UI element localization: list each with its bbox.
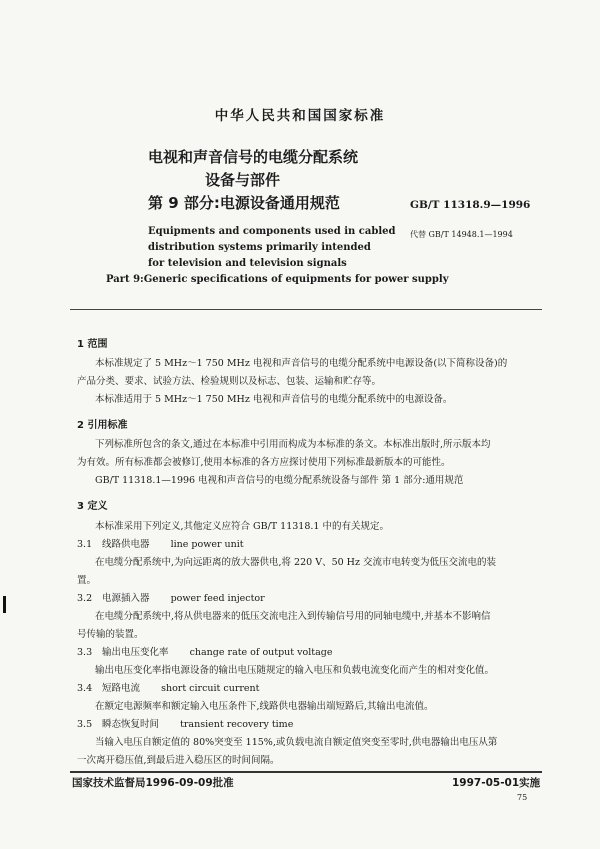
definition-number: 3.5 [77,719,93,730]
title-cn-line3: 第 9 部分:电源设备通用规范 [148,194,340,212]
section-1-para1-line2: 产品分类、要求、试验方法、检验规则以及标志、包装、运输和贮存等。 [77,376,382,387]
definition-number: 3.1 [77,539,93,550]
definition-number: 3.3 [77,647,93,658]
footer-divider [70,771,542,773]
section-2-para-line2: 为有效。所有标准都会被修订,使用本标准的各方应探讨使用下列标准最新版本的可能性。 [77,457,451,468]
page-number: 75 [517,793,528,802]
title-en-line1: Equipments and components used in cabled [148,226,396,237]
replaces-standard: 代替 GB/T 14948.1—1994 [410,230,513,239]
title-en-line2: distribution systems primarily intended [148,242,371,253]
definition-term: 瞬态恢复时间 [102,719,160,730]
implementation-date: 1997-05-01实施 [452,777,541,789]
title-en-line4: Part 9:Generic specifications of equipments for power supply [106,274,449,285]
definition-3-2-text-line1: 在电缆分配系统中,将从供电器来的低压交流电注入到传输信号用的同轴电缆中,并基本不影响信 [95,611,491,622]
section-1-para1-line1: 本标准规定了 5 MHz～1 750 MHz 电视和声音信号的电缆分配系统中电源设备(以下简称设备)的 [95,358,508,369]
definition-3-2-text-line2: 号传输的装置。 [77,629,144,640]
title-cn-line1: 电视和声音信号的电缆分配系统 [148,148,359,166]
definition-term-en: short circuit current [161,683,260,694]
definition-term: 电源插入器 [102,593,150,604]
standard-code: GB/T 11318.9—1996 [410,199,531,211]
definition-3-3-text: 输出电压变化率指电源设备的输出电压随规定的输入电压和负载电流变化而产生的相对变化值。 [95,665,495,676]
header-divider [70,309,542,310]
section-1-para2: 本标准适用于 5 MHz～1 750 MHz 电视和声音信号的电缆分配系统中的电源设备。 [95,394,453,405]
definition-number: 3.4 [77,683,93,694]
title-en-line3: for television and television signals [148,258,347,269]
section-3-intro: 本标准采用下列定义,其他定义应符合 GB/T 11318.1 中的有关规定。 [95,521,389,532]
section-2-reference: GB/T 11318.1—1996 电视和声音信号的电缆分配系统设备与部件 第 1 部分:通用规范 [95,475,464,486]
definition-3-5-text-line2: 一次离开稳压值,到最后进入稳压区的时间间隔。 [77,755,280,766]
definition-term: 短路电流 [102,683,141,694]
definition-term: 输出电压变化率 [102,647,169,658]
approval-date: 国家技术监督局1996-09-09批准 [72,777,234,789]
definition-3-5 [77,716,293,730]
definition-term-en: power feed injector [170,593,265,604]
definition-term-en: line power unit [170,539,244,550]
definition-3-5-text-line1: 当输入电压自额定值的 80%突变至 115%,或负载电流自额定值突变至零时,供电器输出电压从第 [95,737,498,748]
definition-term: 线路供电器 [102,539,150,550]
title-cn-line2: 设备与部件 [205,171,281,189]
national-standard-heading: 中华人民共和国国家标准 [214,108,386,124]
section-2-para-line1: 下列标准所包含的条文,通过在本标准中引用而构成为本标准的条文。本标准出版时,所示版本均 [95,439,491,450]
definition-3-4-text: 在额定电源频率和额定输入电压条件下,线路供电器输出端短路后,其输出电流值。 [95,701,434,712]
definition-number: 3.2 [77,593,93,604]
scan-margin-mark [3,596,6,613]
definition-3-3 [77,644,332,658]
definition-3-1-text-line2: 置。 [77,575,97,586]
definition-3-1-text-line1: 在电缆分配系统中,为向远距离的放大器供电,将 220 V、50 Hz 交流市电转变为低压交流电的装 [95,557,496,568]
definition-3-1 [77,536,244,550]
definition-term-en: change rate of output voltage [189,647,333,658]
definition-term-en: transient recovery time [180,719,294,730]
definition-3-2 [77,590,265,604]
section-1-heading: 1 范围 [77,339,108,350]
section-2-heading: 2 引用标准 [77,420,128,431]
section-3-heading: 3 定义 [77,501,108,512]
definition-3-4 [77,680,259,694]
